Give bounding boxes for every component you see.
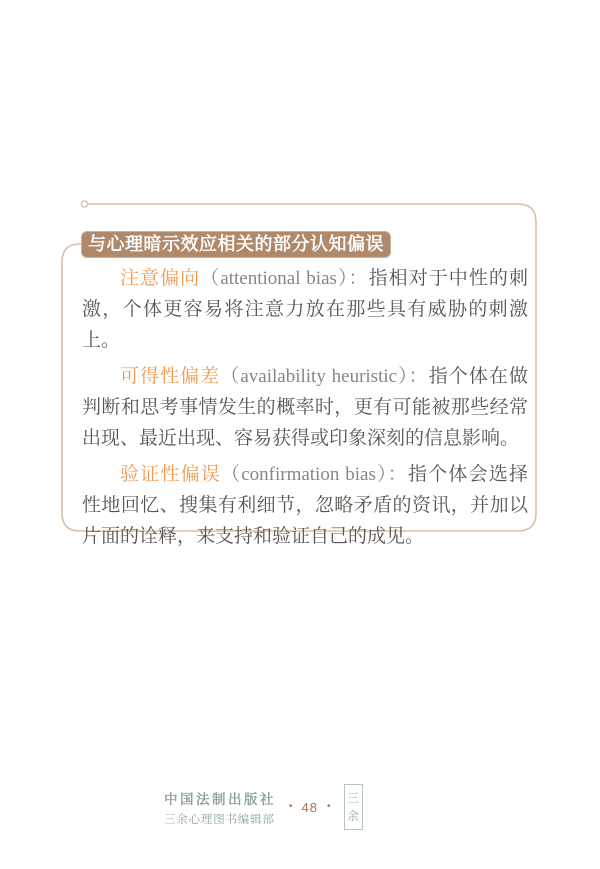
card-title: 与心理暗示效应相关的部分认知偏误 <box>88 234 384 254</box>
paragraph-attentional-bias <box>82 263 528 356</box>
term-highlight: 注意偏向 <box>120 268 201 289</box>
publisher-block <box>164 788 276 827</box>
page-number-group <box>289 800 331 815</box>
paragraph-confirmation-bias <box>82 459 528 552</box>
paragraph-text: 指个体在做判断和思考事情发生的概率时，更有可能被那些经常出现、最近出现、容易获得或印象深刻的信息影响。 <box>82 366 528 449</box>
publisher-name: 中国法制出版社 <box>164 791 276 807</box>
term-annotation: （confirmation bias）： <box>221 464 408 485</box>
logo-char-bottom: 余 <box>346 809 359 824</box>
term-annotation: （availability heuristic）： <box>220 366 429 387</box>
term-highlight: 验证性偏误 <box>120 464 221 485</box>
card-title-badge <box>81 231 391 258</box>
logo-char-top: 三 <box>346 790 359 805</box>
page-number-dot-left: • <box>289 801 293 812</box>
page-number: 48 <box>301 799 318 815</box>
sanyu-logo <box>344 784 363 830</box>
paragraph-text: 指个体会选择性地回忆、搜集有利细节，忽略矛盾的资讯，并加以片面的诠释，来支持和验证自己的成见。 <box>82 464 528 547</box>
card-body <box>82 263 528 557</box>
page-footer <box>164 784 363 830</box>
editorial-department: 三余心理图书编辑部 <box>164 813 275 826</box>
page-number-dot-right: • <box>326 801 331 812</box>
term-highlight: 可得性偏差 <box>120 366 221 387</box>
paragraph-text: 指相对于中性的刺激，个体更容易将注意力放在那些具有威胁的刺激上。 <box>82 268 528 351</box>
frame-start-dot <box>82 201 88 207</box>
paragraph-availability-heuristic <box>82 361 528 454</box>
term-annotation: （attentional bias）： <box>200 268 369 289</box>
